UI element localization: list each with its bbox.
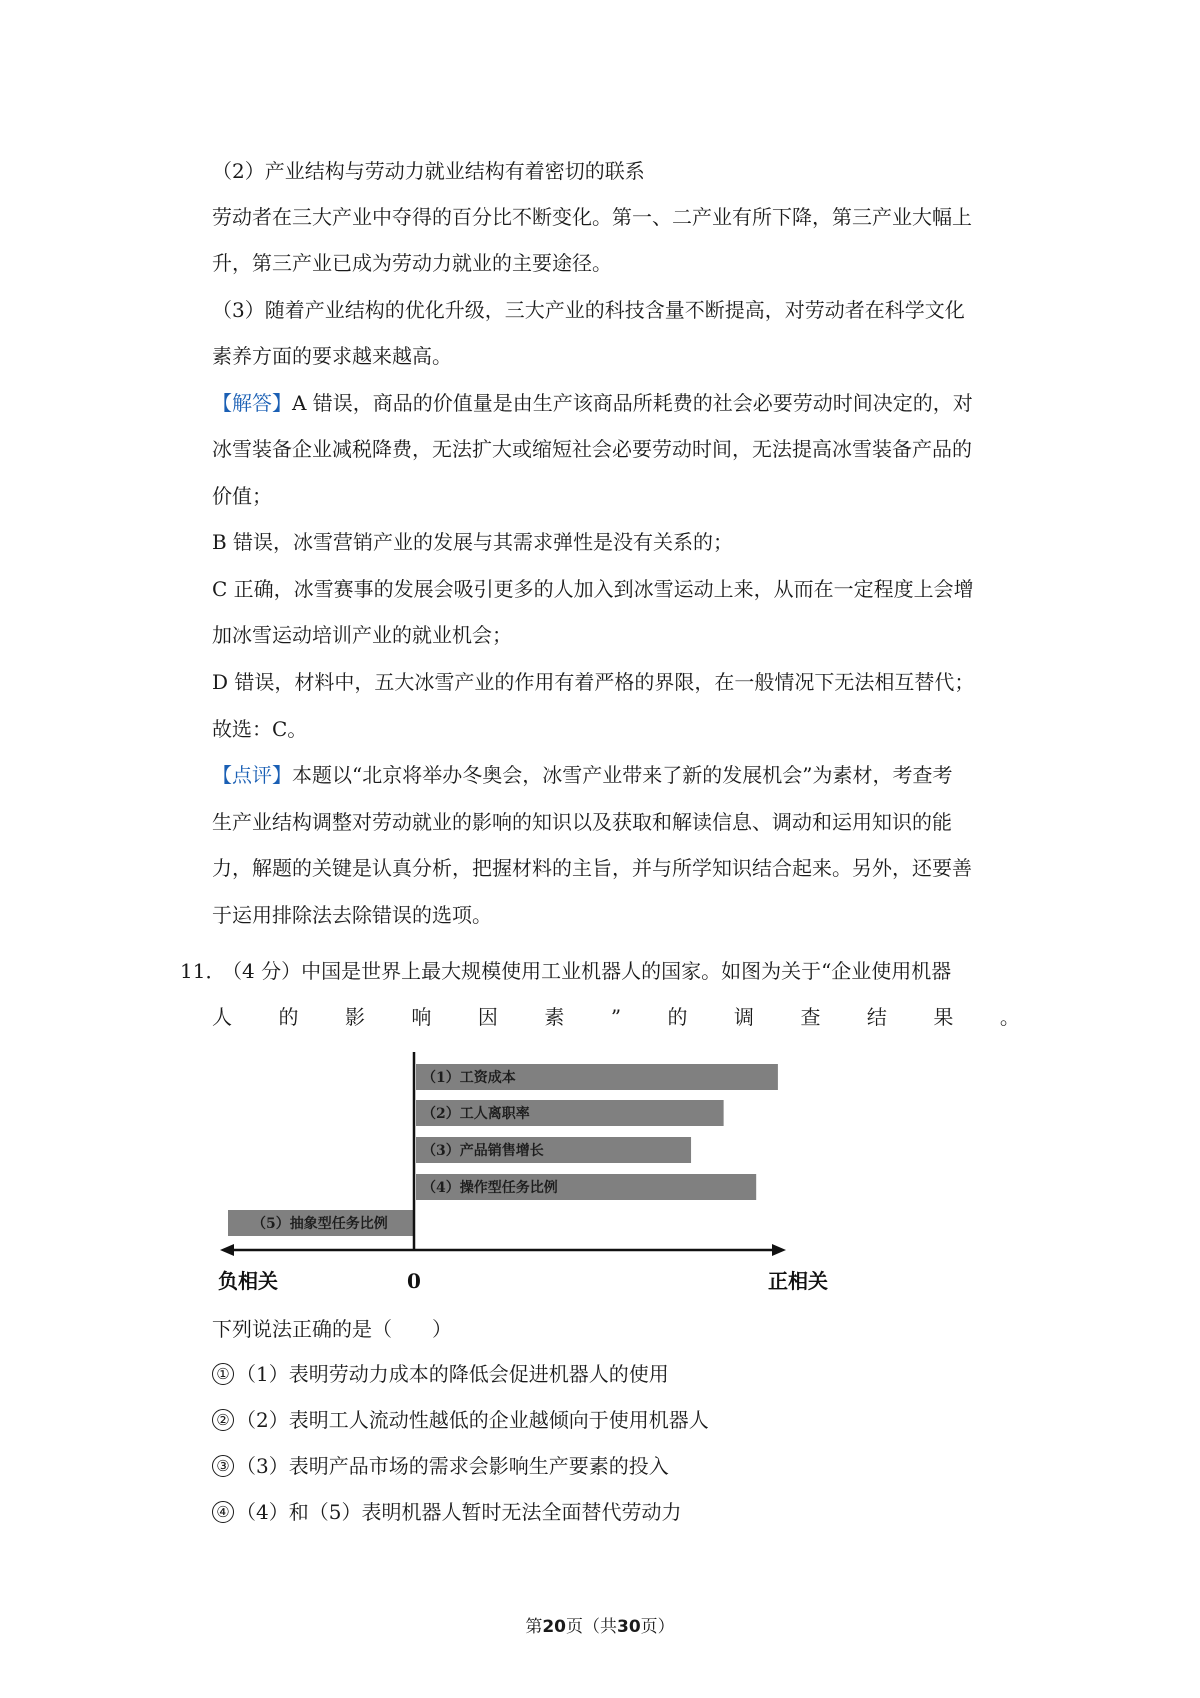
answer-choice: 故选：C。: [212, 717, 308, 741]
question-line2-char: 响: [411, 1005, 432, 1029]
axis-arrow-left-icon: [220, 1244, 234, 1256]
chart-bar-label: （5）抽象型任务比例: [252, 1216, 388, 1232]
option-item: [212, 1360, 669, 1388]
question-line2-char: 因: [477, 1005, 498, 1029]
comment-tag: 【点评】: [212, 763, 292, 787]
answer-a-text: A 错误，商品的价值量是由生产该商品所耗费的社会必要劳动时间决定的，对: [292, 391, 973, 415]
question-line2: [212, 1003, 1020, 1031]
axis-label-negative: 负相关: [218, 1269, 278, 1293]
question-line2-char: 果: [933, 1005, 954, 1029]
question-line2-char: ”: [610, 1005, 622, 1029]
footer-page-number: 20: [542, 1617, 566, 1637]
question-line2-char: 查: [800, 1005, 821, 1029]
axis-label-positive: 正相关: [768, 1269, 828, 1293]
chart-bars: [228, 1064, 778, 1236]
option-item: [212, 1498, 681, 1526]
answer-a-line1: [212, 389, 973, 417]
answer-tag: 【解答】: [212, 391, 292, 415]
analysis-p2-line2: 升，第三产业已成为劳动力就业的主要途径。: [212, 251, 612, 275]
footer-prefix: 第: [525, 1617, 543, 1637]
footer-suffix: 页）: [640, 1617, 675, 1637]
chart-bar-label: （1）工资成本: [422, 1070, 516, 1086]
question-number: 11．: [180, 959, 226, 983]
axis-label-zero: 0: [407, 1269, 421, 1293]
option-number: ④: [212, 1501, 234, 1523]
comment-line4: 于运用排除法去除错误的选项。: [212, 903, 492, 927]
option-text: （3）表明产品市场的需求会影响生产要素的投入: [236, 1454, 669, 1478]
question-line2-char: 的: [667, 1005, 688, 1029]
question-line2-char: 影: [344, 1005, 365, 1029]
comment-line1: [212, 761, 952, 789]
option-number: ①: [212, 1363, 234, 1385]
analysis-p3-line1: （3）随着产业结构的优化升级，三大产业的科技含量不断提高，对劳动者在科学文化: [212, 298, 965, 322]
chart-bar-label: （3）产品销售增长: [422, 1143, 544, 1159]
option-number: ③: [212, 1455, 234, 1477]
question-line1: （4 分）中国是世界上最大规模使用工业机器人的国家。如图为关于“企业使用机器: [222, 959, 952, 983]
question-line2-char: 人: [212, 1005, 232, 1029]
question-line2-char: 。: [999, 1005, 1020, 1029]
question-line2-char: 的: [278, 1005, 299, 1029]
answer-d-line: D 错误，材料中，五大冰雪产业的作用有着严格的界限，在一般情况下无法相互替代；: [212, 670, 975, 694]
survey-bar-chart: [218, 1052, 828, 1304]
footer-total-pages: 30: [617, 1617, 641, 1637]
analysis-p2-title: （2）产业结构与劳动力就业结构有着密切的联系: [212, 159, 645, 183]
footer-middle: 页（共: [566, 1617, 617, 1637]
question-line2-char: 结: [866, 1005, 887, 1029]
comment-text-1: 本题以“北京将举办冬奥会，冰雪产业带来了新的发展机会”为素材，考查考: [292, 763, 953, 787]
question-line2-char: 素: [544, 1005, 565, 1029]
analysis-p3-line2: 素养方面的要求越来越高。: [212, 344, 452, 368]
chart-bar-label: （4）操作型任务比例: [422, 1180, 558, 1196]
axis-arrow-right-icon: [772, 1244, 786, 1256]
option-number: ②: [212, 1409, 234, 1431]
comment-line3: 力，解题的关键是认真分析，把握材料的主旨，并与所学知识结合起来。另外，还要善: [212, 856, 972, 880]
option-text: （4）和（5）表明机器人暂时无法全面替代劳动力: [236, 1500, 682, 1524]
comment-line2: 生产业结构调整对劳动就业的影响的知识以及获取和解读信息、调动和运用知识的能: [212, 810, 952, 834]
answer-c-line1: C 正确，冰雪赛事的发展会吸引更多的人加入到冰雪运动上来，从而在一定程度上会增: [212, 577, 974, 601]
answer-c-line2: 加冰雪运动培训产业的就业机会；: [212, 623, 512, 647]
option-text: （1）表明劳动力成本的降低会促进机器人的使用: [236, 1362, 669, 1386]
option-item: [212, 1452, 669, 1480]
question-prompt: 下列说法正确的是（ ）: [212, 1317, 452, 1341]
chart-bar-label: （2）工人离职率: [422, 1106, 530, 1122]
option-item: [212, 1406, 709, 1434]
question-line2-char: 调: [733, 1005, 754, 1029]
analysis-p2-line1: 劳动者在三大产业中夺得的百分比不断变化。第一、二产业有所下降，第三产业大幅上: [212, 205, 972, 229]
option-text: （2）表明工人流动性越低的企业越倾向于使用机器人: [236, 1408, 709, 1432]
answer-b-line: B 错误，冰雪营销产业的发展与其需求弹性是没有关系的；: [212, 530, 734, 554]
answer-a-line3: 价值；: [212, 484, 272, 508]
answer-a-line2: 冰雪装备企业减税降费，无法扩大或缩短社会必要劳动时间，无法提高冰雪装备产品的: [212, 437, 972, 461]
page-footer: [0, 1612, 1200, 1637]
